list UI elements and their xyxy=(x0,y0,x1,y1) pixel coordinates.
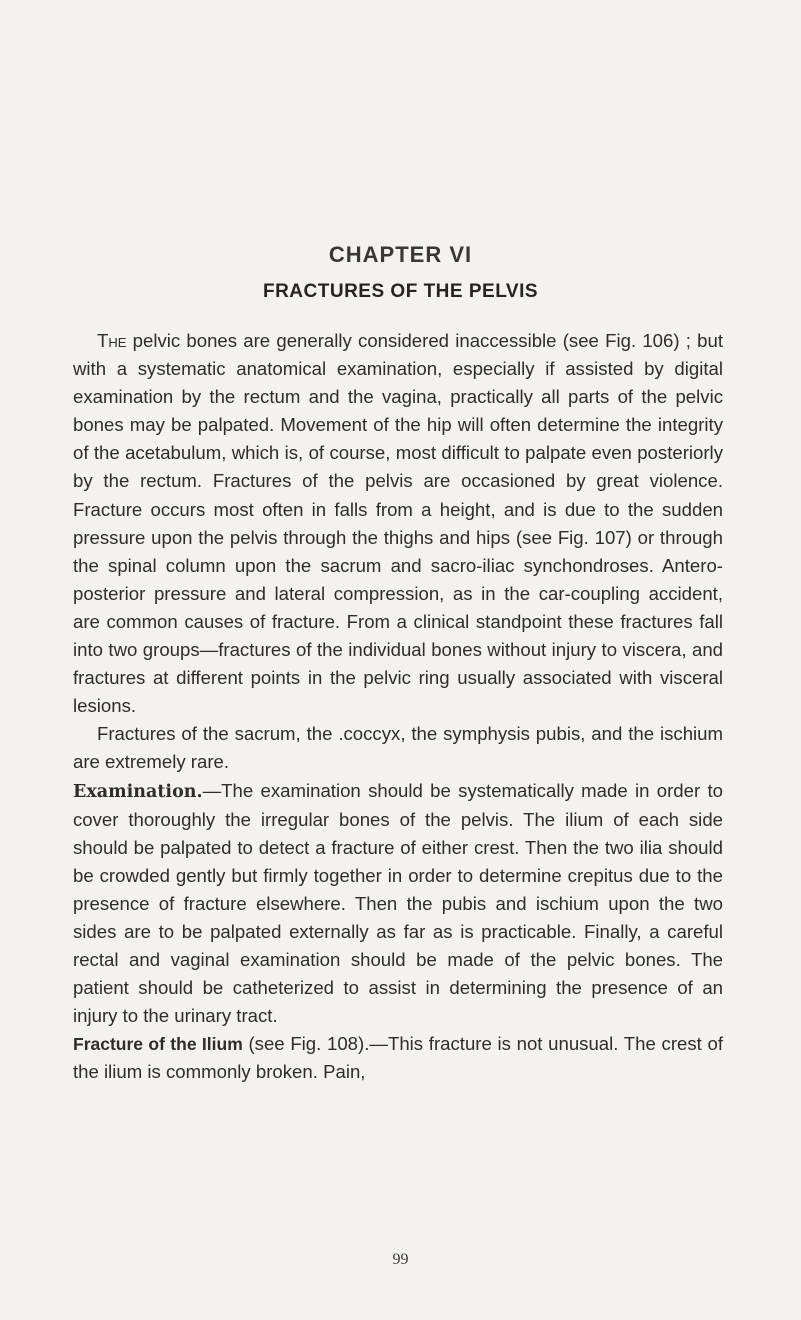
ilium-paragraph xyxy=(73,1030,723,1086)
intro-paragraph xyxy=(73,327,723,720)
body-text xyxy=(73,327,723,1087)
intro-lead-word: The xyxy=(97,330,127,351)
examination-paragraph xyxy=(73,777,723,1031)
rare-fractures-paragraph xyxy=(73,720,723,776)
examination-text: —The examination should be systematically made in order to cover thoroughly the irregular bones of the pelvis. The ilium of each side should be palpated to detect a fracture of either crest. Then the two ilia should be crowded gently but firmly together in order to determine crepitus due to the presence of fracture elsewhere. Then the pubis and ischium upon the two sides are to be palpated externally as far as is practicable. Finally, a careful rectal and vaginal examination should be made of the pelvic bones. The patient should be catheterized to assist in determining the presence of an injury to the urinary tract. xyxy=(73,779,723,1027)
chapter-number: CHAPTER VI xyxy=(328,242,473,267)
ilium-text: (see Fig. 108).—This fracture is not unusual. The crest of the ilium is commonly broken. Pain, xyxy=(73,1033,724,1083)
examination-heading: Examination. xyxy=(73,781,203,802)
intro-text: pelvic bones are generally considered inaccessible (see Fig. 106) ; but with a systematic anatomical examination, especially if assisted by digital examination by the rectum and the vagina, practically all parts of the pelvic bones may be palpated. Movement of the hip will often determine the integrity of the acetabulum, which is, of course, most difficult to palpate even posteriorly by the rectum. Fractures of the pelvis are occasioned by great violence. Fracture occurs most often in falls from a height, and is due to the sudden pressure upon the pelvis through the thighs and hips (see Fig. 107) or through the spinal column upon the sacrum and sacro-iliac synchondroses. Anteroposterior pressure and lateral compression, as in the car-coupling accident, are common causes of fracture. From a clinical standpoint these fractures fall into two groups—fractures of the individual bones without injury to viscera, and fractures at different points in the pelvic ring usually associated with visceral lesions. xyxy=(73,330,723,717)
page-number: 99 xyxy=(392,1251,409,1268)
ilium-heading: Fracture of the Ilium xyxy=(73,1034,243,1055)
rare-fractures-text: Fractures of the sacrum, the .coccyx, the symphysis pubis, and the ischium are extremely rare. xyxy=(73,723,723,773)
chapter-title: FRACTURES OF THE PELVIS xyxy=(262,281,539,302)
